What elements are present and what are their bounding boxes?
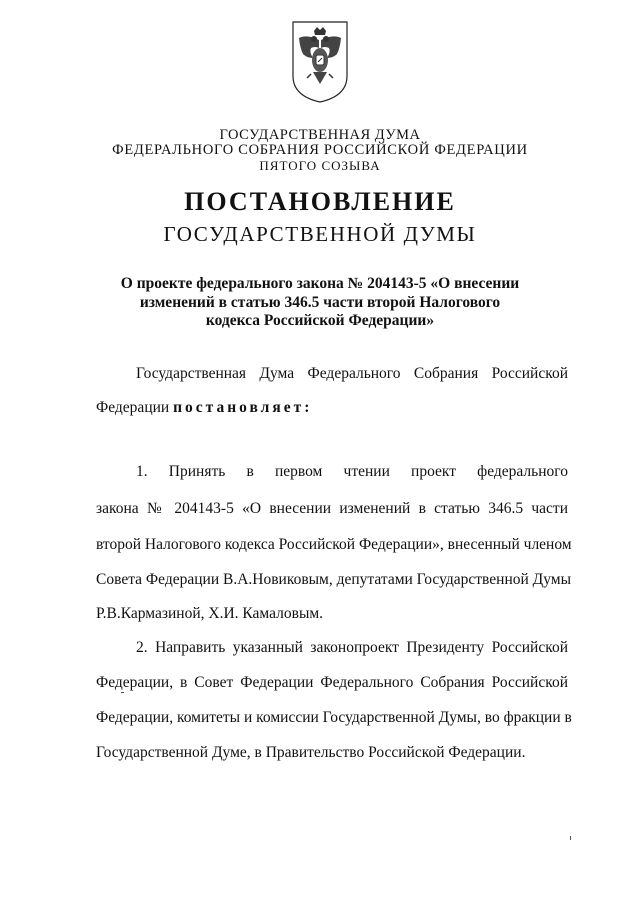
item1-line-1: 1. Принять в первом чтении проект федерального xyxy=(136,463,568,480)
subject-line-1: О проекте федерального закона № 204143-5 «О внесении xyxy=(120,275,520,292)
document-subject xyxy=(100,275,540,331)
document-subtitle: ГОСУДАРСТВЕННОЙ ДУМЫ xyxy=(163,222,477,246)
russian-coat-of-arms-icon xyxy=(289,18,351,104)
resolves-word: постановляет: xyxy=(173,399,313,416)
item2-line-2: Федерации, в Совет Федерации Федерального Собрания Российской xyxy=(96,674,568,691)
item1-line-3: второй Налогового кодекса Российской Федерации», внесенный членом xyxy=(96,536,572,553)
item2-line-4: Государственной Думе, в Правительство Российской Федерации. xyxy=(96,744,526,761)
preamble-line-1: Государственная Дума Федерального Собрания Российской xyxy=(136,365,568,382)
scan-speck xyxy=(121,692,124,693)
preamble-federation: Федерации xyxy=(96,399,170,416)
preamble-line-2 xyxy=(96,398,568,418)
item2-line-3: Федерации, комитеты и комиссии Государственной Думы, во фракции в xyxy=(96,709,572,726)
item1-line-2: закона № 204143-5 «О внесении изменений в статью 346.5 части xyxy=(96,500,568,517)
scan-speck xyxy=(570,836,571,840)
subject-line-2: изменений в статью 346.5 части второй Налогового xyxy=(139,293,501,311)
document-title: ПОСТАНОВЛЕНИЕ xyxy=(184,187,456,216)
header-line-1: ГОСУДАРСТВЕННАЯ ДУМА xyxy=(219,127,421,143)
header-line-2: ФЕДЕРАЛЬНОГО СОБРАНИЯ РОССИЙСКОЙ ФЕДЕРАЦИИ xyxy=(112,142,528,158)
subject-line-3: кодекса Российской Федерации» xyxy=(205,312,435,329)
header-line-3: ПЯТОГО СОЗЫВА xyxy=(259,158,381,173)
item1-line-5: Р.В.Кармазиной, Х.И. Камаловым. xyxy=(96,605,324,622)
item2-line-1: 2. Направить указанный законопроект Президенту Российской xyxy=(136,639,568,656)
item1-line-4: Совета Федерации В.А.Новиковым, депутатами Государственной Думы xyxy=(96,571,571,588)
